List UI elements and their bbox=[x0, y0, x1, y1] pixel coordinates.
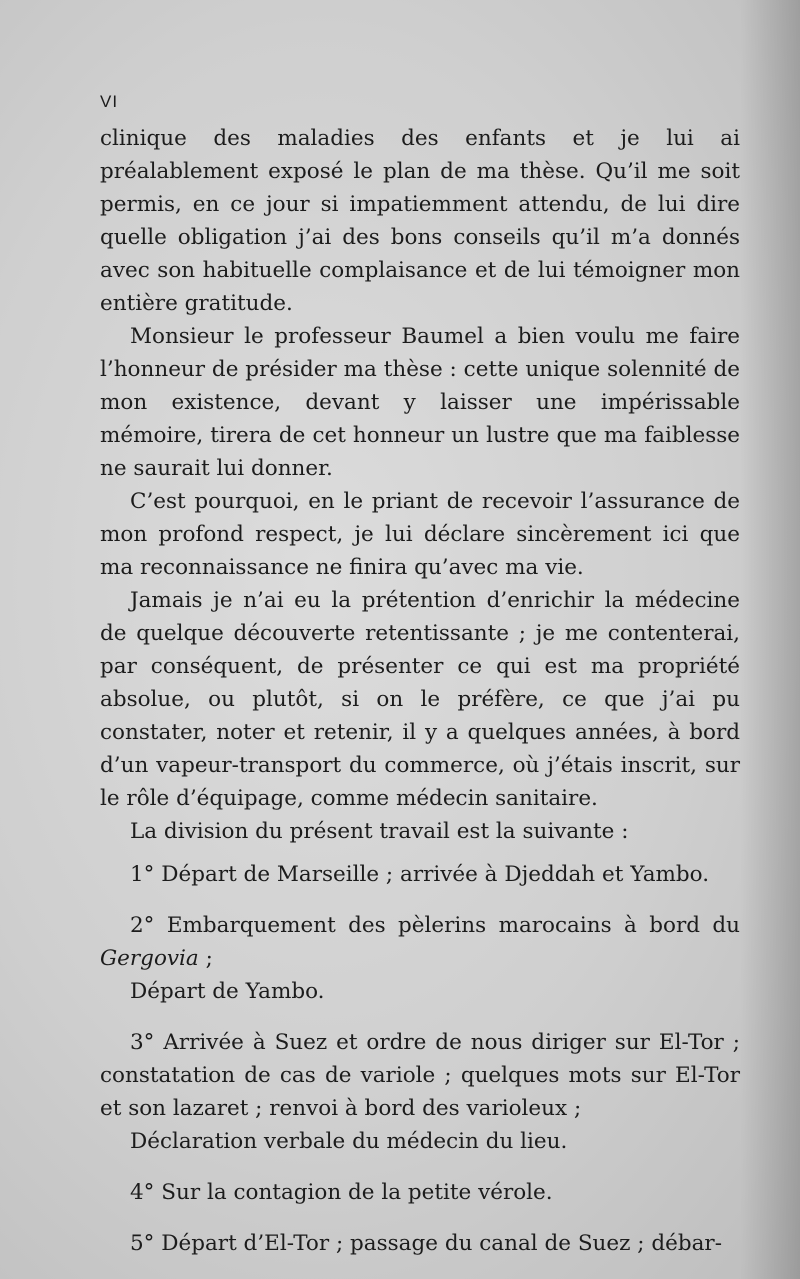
paragraph-continuation: clinique des maladies des enfants et je lui ai préalablement exposé le plan de ma thèse. Qu’il me soit permis, en ce jour si impatiemment attendu, de lui dire quelle obligation j’ai des bons conseils qu’il m’a donnés avec son habituelle complaisance et de lui témoigner mon entière gratitude. bbox=[100, 126, 740, 316]
list-item-5: 5° Départ d’El-Tor ; passage du canal de Suez ; débar- bbox=[130, 1231, 722, 1256]
list-item-4: 4° Sur la contagion de la petite vérole. bbox=[130, 1180, 553, 1205]
paragraph-pretention: Jamais je n’ai eu la prétention d’enrichir la médecine de quelque découverte retentissante ; je me contenterai, par conséquent, de présenter ce qui est ma propriété absolue, ou plutôt, si on le préfère, ce que j’ai pu constater, noter et retenir, il y a quelques années, à bord d’un vapeur-transport du commerce, où j’étais inscrit, sur le rôle d’équipage, comme médecin sanitaire. bbox=[100, 588, 740, 811]
list-item-2-end: ; bbox=[198, 946, 213, 971]
ship-name: Gergovia bbox=[100, 946, 199, 971]
paragraph-respect: C’est pourquoi, en le priant de recevoir l’assurance de mon profond respect, je lui déclare sincèrement ici que ma reconnaissance ne finira qu’avec ma vie. bbox=[100, 489, 740, 580]
list-item-1: 1° Départ de Marseille ; arrivée à Djeddah et Yambo. bbox=[130, 862, 710, 887]
list-item-3: 3° Arrivée à Suez et ordre de nous diriger sur El-Tor ; constatation de cas de variole ; quelques mots sur El-Tor et son lazaret ; renvoi à bord des varioleux ; bbox=[100, 1030, 740, 1121]
list-item-2-sub: Départ de Yambo. bbox=[130, 979, 325, 1004]
list-item-2-text: 2° Embarquement des pèlerins marocains à bord du bbox=[130, 913, 740, 938]
list-item-2 bbox=[100, 909, 740, 975]
page-text bbox=[100, 122, 740, 1260]
paragraph-division: La division du présent travail est la suivante : bbox=[130, 819, 629, 844]
page-number: VI bbox=[100, 92, 119, 111]
paragraph-baumel: Monsieur le professeur Baumel a bien voulu me faire l’honneur de présider ma thèse : cette unique solennité de mon existence, devant y laisser une impérissable mémoire, tirera de cet honneur un lustre que ma faiblesse ne saurait lui donner. bbox=[100, 324, 740, 481]
list-item-3-sub: Déclaration verbale du médecin du lieu. bbox=[130, 1129, 568, 1154]
